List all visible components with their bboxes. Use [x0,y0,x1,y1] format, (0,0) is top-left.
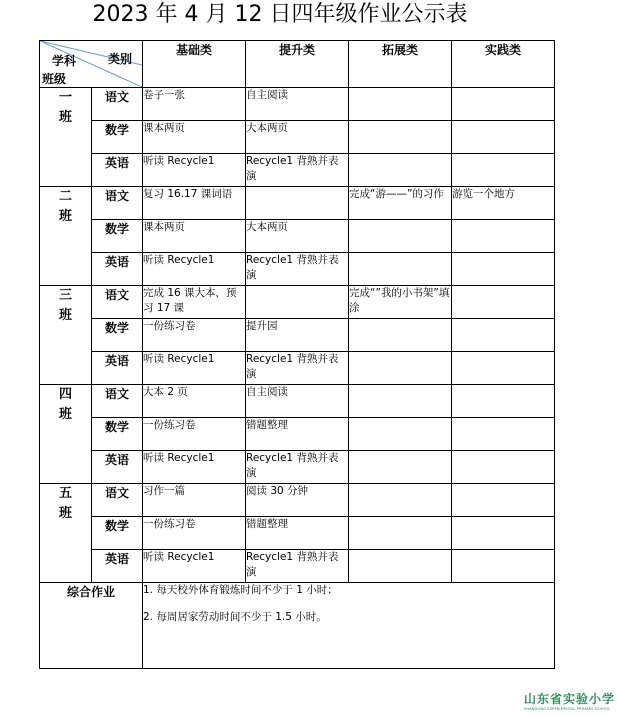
school-logo-subtitle: SHANDONG EXPERIMENTAL PRIMARY SCHOOL [524,707,611,711]
subject-cell: 英语 [92,154,143,187]
table-row [40,418,555,451]
table-row [40,352,555,385]
subject-cell: 数学 [92,418,143,451]
homework-cell-practice [452,253,555,286]
class-name-line: 五 [58,486,72,501]
table-row [40,154,555,187]
homework-cell-practice [452,88,555,121]
homework-cell-basic: 一份练习卷 [143,418,246,451]
homework-cell-expand: 完成“”我的小书架”填涂 [349,286,452,319]
homework-table [39,40,555,669]
summary-item: 2. 每周居家劳动时间不少于 1.5 小时。 [143,611,327,623]
page-title: 2023 年 4 月 12 日四年级作业公示表 [92,2,468,27]
homework-cell-expand [349,484,452,517]
table-row [40,286,555,319]
homework-cell-practice [452,418,555,451]
class-name-cell [40,187,92,286]
homework-cell-practice [452,352,555,385]
homework-cell-practice [452,220,555,253]
class-name-line: 四 [58,387,72,402]
table-row [40,187,555,220]
homework-cell-basic: 听读 Recycle1 [143,154,246,187]
homework-cell-expand [349,220,452,253]
class-name-line: 二 [58,189,72,204]
column-header-improve: 提升类 [246,41,349,88]
homework-cell-expand [349,517,452,550]
homework-cell-practice: 游览一个地方 [452,187,555,220]
class-name-line: 班 [58,407,72,422]
school-logo [524,690,616,712]
homework-cell-basic: 课本两页 [143,121,246,154]
summary-label: 综合作业 [40,583,143,669]
homework-cell-practice [452,286,555,319]
homework-cell-improve: 自主阅读 [246,385,349,418]
header-row [40,41,555,88]
homework-cell-improve: 阅读 30 分钟 [246,484,349,517]
homework-cell-improve: Recycle1 背熟并表演 [246,550,349,583]
homework-cell-expand [349,550,452,583]
diagonal-header-cell [40,41,143,88]
table-row [40,451,555,484]
homework-cell-expand [349,418,452,451]
summary-content [143,583,555,669]
table-row [40,121,555,154]
subject-cell: 语文 [92,187,143,220]
homework-cell-basic: 课本两页 [143,220,246,253]
homework-cell-basic: 一份练习卷 [143,517,246,550]
homework-cell-expand [349,385,452,418]
homework-cell-basic: 复习 16.17 课词语 [143,187,246,220]
table-row [40,88,555,121]
class-name-line: 班 [58,209,72,224]
homework-cell-expand: 完成“游——”的习作 [349,187,452,220]
homework-cell-improve: Recycle1 背熟并表演 [246,253,349,286]
class-name-cell [40,484,92,583]
table-row [40,517,555,550]
homework-cell-improve: 自主阅读 [246,88,349,121]
table-row [40,319,555,352]
subject-cell: 英语 [92,253,143,286]
homework-cell-expand [349,352,452,385]
homework-cell-basic: 习作一篇 [143,484,246,517]
subject-cell: 语文 [92,286,143,319]
diag-subject-label: 学科 [52,54,77,68]
table-row [40,385,555,418]
homework-cell-basic: 一份练习卷 [143,319,246,352]
homework-cell-basic: 完成 16 课大本，预习 17 课 [143,286,246,319]
summary-item: 1. 每天校外体育锻炼时间不少于 1 小时； [143,584,338,596]
table-row [40,550,555,583]
class-name-line: 三 [58,288,72,303]
homework-cell-basic: 听读 Recycle1 [143,352,246,385]
homework-cell-expand [349,319,452,352]
homework-cell-improve: 大本两页 [246,220,349,253]
subject-cell: 英语 [92,550,143,583]
homework-cell-expand [349,154,452,187]
school-logo-name: 山东省实验小学 [524,692,616,706]
homework-cell-improve: 错题整理 [246,418,349,451]
homework-cell-improve: 提升园 [246,319,349,352]
homework-cell-practice [452,154,555,187]
homework-cell-improve: 大本两页 [246,121,349,154]
homework-cell-practice [452,121,555,154]
subject-cell: 数学 [92,319,143,352]
homework-cell-improve [246,286,349,319]
column-header-basic: 基础类 [143,41,246,88]
table-row [40,484,555,517]
homework-cell-practice [452,484,555,517]
class-name-cell [40,286,92,385]
homework-cell-improve: Recycle1 背熟并表演 [246,451,349,484]
homework-cell-basic: 大本 2 页 [143,385,246,418]
homework-cell-expand [349,88,452,121]
diag-class-label: 班级 [42,72,67,86]
subject-cell: 语文 [92,385,143,418]
homework-cell-improve [246,187,349,220]
class-name-line: 班 [58,506,72,521]
table-row [40,253,555,286]
homework-cell-practice [452,517,555,550]
subject-cell: 数学 [92,517,143,550]
column-header-practice: 实践类 [452,41,555,88]
homework-cell-expand [349,121,452,154]
homework-cell-basic: 听读 Recycle1 [143,550,246,583]
class-name-line: 班 [58,308,72,323]
homework-cell-basic: 听读 Recycle1 [143,451,246,484]
homework-cell-practice [452,319,555,352]
table-row [40,220,555,253]
homework-cell-improve: 错题整理 [246,517,349,550]
homework-cell-basic: 听读 Recycle1 [143,253,246,286]
subject-cell: 语文 [92,88,143,121]
homework-cell-improve: Recycle1 背熟并表演 [246,154,349,187]
subject-cell: 英语 [92,451,143,484]
class-name-cell [40,88,92,187]
diag-category-label: 类别 [107,52,132,66]
homework-cell-practice [452,550,555,583]
column-header-expand: 拓展类 [349,41,452,88]
subject-cell: 数学 [92,121,143,154]
homework-cell-practice [452,385,555,418]
homework-cell-basic: 卷子一张 [143,88,246,121]
class-name-line: 一 [58,90,72,105]
homework-cell-practice [452,451,555,484]
summary-row [40,583,555,669]
homework-cell-expand [349,451,452,484]
subject-cell: 英语 [92,352,143,385]
homework-cell-expand [349,253,452,286]
subject-cell: 语文 [92,484,143,517]
class-name-cell [40,385,92,484]
subject-cell: 数学 [92,220,143,253]
class-name-line: 班 [58,110,72,125]
homework-cell-improve: Recycle1 背熟并表演 [246,352,349,385]
